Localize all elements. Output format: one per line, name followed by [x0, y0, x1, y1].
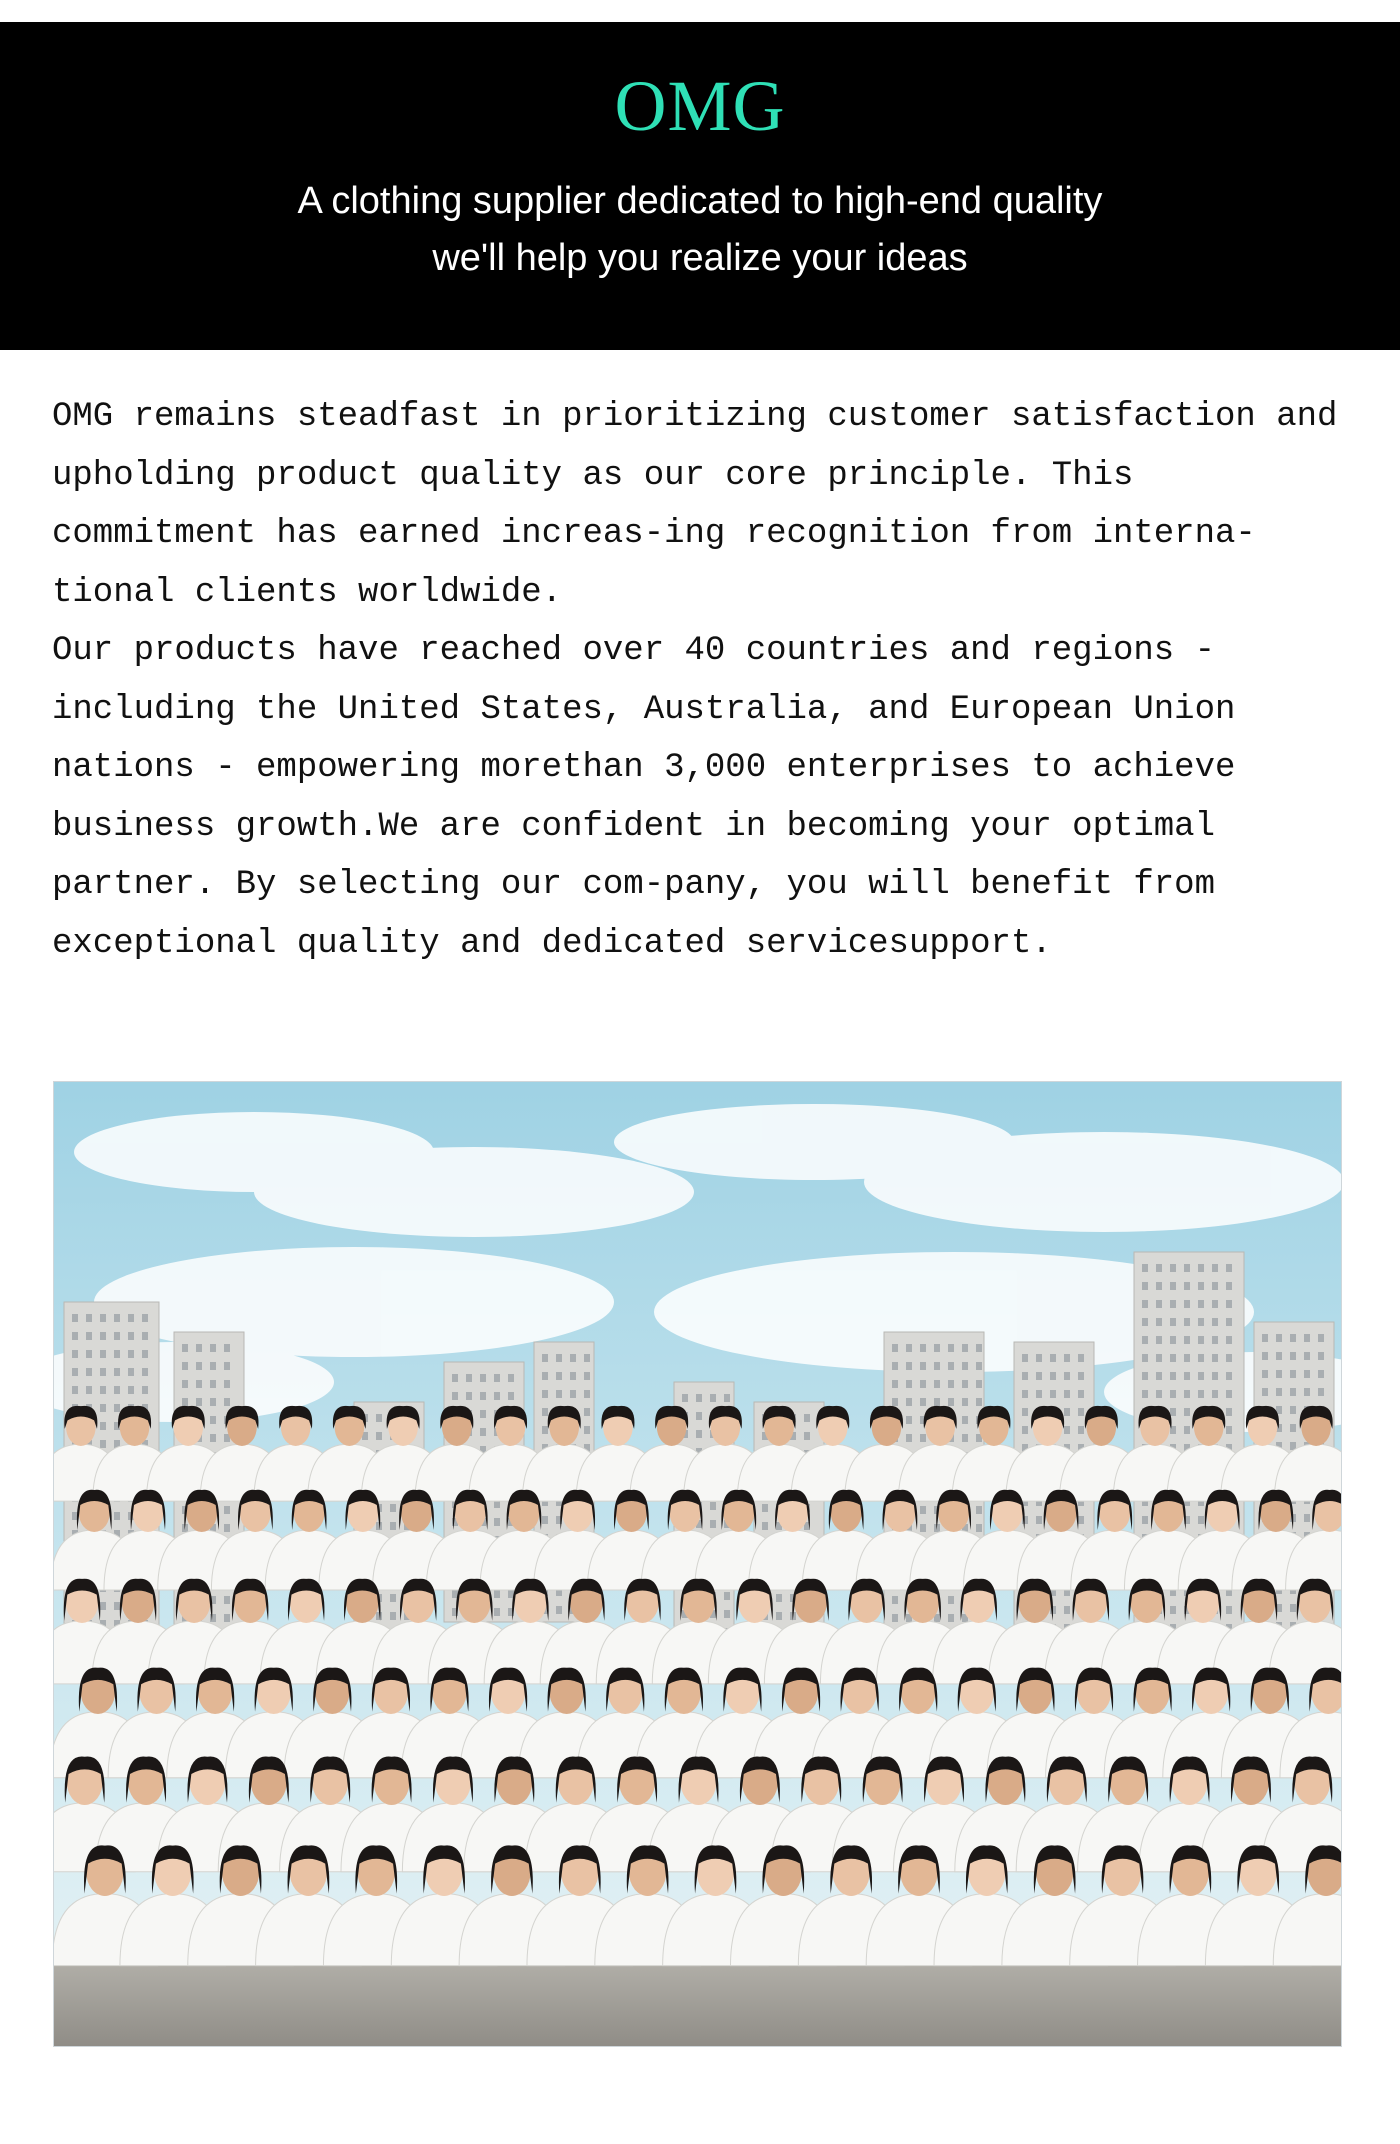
building-window: [1198, 1336, 1204, 1344]
building-window: [100, 1368, 106, 1376]
building-window: [494, 1518, 500, 1526]
building-window: [1276, 1352, 1282, 1360]
building-window: [1156, 1354, 1162, 1362]
building-window: [142, 1332, 148, 1340]
building-window: [906, 1416, 912, 1424]
description-paragraph-1: OMG remains steadfast in prioritizing customer satisfaction and upholding product quality as our core principle. This commitment has earned increas-ing recognition from interna-tional clients worldwide.: [52, 398, 1338, 612]
building-window: [1142, 1264, 1148, 1272]
building-window: [1226, 1354, 1232, 1362]
tagline-line-2: we'll help you realize your ideas: [432, 237, 968, 279]
building-window: [556, 1606, 562, 1614]
building-window: [114, 1602, 120, 1610]
building-window: [128, 1314, 134, 1322]
building-window: [1212, 1390, 1218, 1398]
building-window: [1170, 1264, 1176, 1272]
building-window: [934, 1380, 940, 1388]
building-window: [480, 1428, 486, 1436]
building-window: [494, 1608, 500, 1616]
building-window: [542, 1426, 548, 1434]
building-window: [210, 1380, 216, 1388]
building-window: [1262, 1352, 1268, 1360]
building-window: [376, 1414, 382, 1422]
building-window: [1184, 1318, 1190, 1326]
building-window: [892, 1614, 898, 1622]
building-window: [1304, 1352, 1310, 1360]
building-window: [1290, 1406, 1296, 1414]
building-window: [962, 1362, 968, 1370]
building-window: [1198, 1282, 1204, 1290]
building-window: [452, 1392, 458, 1400]
building-window: [762, 1522, 768, 1530]
building-window: [1022, 1372, 1028, 1380]
building-window: [1078, 1390, 1084, 1398]
building-window: [1184, 1408, 1190, 1416]
building-window: [804, 1432, 810, 1440]
building-window: [776, 1594, 782, 1602]
building-window: [128, 1368, 134, 1376]
building-window: [1198, 1300, 1204, 1308]
building-window: [1170, 1390, 1176, 1398]
building-window: [948, 1596, 954, 1604]
building-window: [1184, 1426, 1190, 1434]
building-window: [1262, 1370, 1268, 1378]
building-window: [892, 1362, 898, 1370]
building-window: [114, 1512, 120, 1520]
building-window: [1184, 1336, 1190, 1344]
building-window: [948, 1380, 954, 1388]
building-window: [142, 1386, 148, 1394]
building-window: [114, 1368, 120, 1376]
building-window: [1050, 1390, 1056, 1398]
building-window: [724, 1610, 730, 1618]
building-window: [1156, 1372, 1162, 1380]
building-window: [906, 1380, 912, 1388]
building-window: [1184, 1372, 1190, 1380]
building-window: [962, 1398, 968, 1406]
building-window: [1318, 1334, 1324, 1342]
building-window: [100, 1440, 106, 1448]
building-window: [114, 1386, 120, 1394]
building-window: [142, 1314, 148, 1322]
building-window: [100, 1332, 106, 1340]
building-window: [1198, 1372, 1204, 1380]
building-window: [696, 1412, 702, 1420]
building-window: [480, 1410, 486, 1418]
building-window: [1022, 1390, 1028, 1398]
building-window: [128, 1332, 134, 1340]
building-window: [962, 1434, 968, 1442]
building-window: [1184, 1264, 1190, 1272]
building-window: [962, 1416, 968, 1424]
building-window: [962, 1344, 968, 1352]
building-window: [142, 1368, 148, 1376]
building-window: [100, 1404, 106, 1412]
team-photo: [53, 1081, 1342, 2047]
building-window: [1156, 1318, 1162, 1326]
building-window: [920, 1362, 926, 1370]
building-window: [804, 1414, 810, 1422]
building-window: [494, 1392, 500, 1400]
building-window: [182, 1362, 188, 1370]
building-window: [710, 1502, 716, 1510]
building-window: [1156, 1336, 1162, 1344]
building-window: [1170, 1372, 1176, 1380]
building-window: [1142, 1516, 1148, 1524]
building-window: [100, 1602, 106, 1610]
building-window: [920, 1506, 926, 1514]
building-window: [196, 1362, 202, 1370]
building-window: [892, 1344, 898, 1352]
building-window: [1290, 1370, 1296, 1378]
building-window: [934, 1398, 940, 1406]
building-window: [1198, 1264, 1204, 1272]
building-window: [1198, 1354, 1204, 1362]
building-window: [210, 1416, 216, 1424]
building-window: [1170, 1318, 1176, 1326]
building-window: [466, 1392, 472, 1400]
building-window: [1050, 1372, 1056, 1380]
building-window: [1142, 1390, 1148, 1398]
building-window: [210, 1614, 216, 1622]
building-window: [1064, 1390, 1070, 1398]
building-window: [1212, 1336, 1218, 1344]
building-window: [390, 1504, 396, 1512]
building-window: [466, 1374, 472, 1382]
building-window: [934, 1362, 940, 1370]
building-window: [570, 1354, 576, 1362]
building-window: [920, 1380, 926, 1388]
building-window: [920, 1398, 926, 1406]
building-window: [224, 1398, 230, 1406]
building-window: [210, 1398, 216, 1406]
building-window: [906, 1398, 912, 1406]
building-window: [948, 1344, 954, 1352]
building-window: [1212, 1372, 1218, 1380]
building-window: [1290, 1334, 1296, 1342]
building-window: [1064, 1426, 1070, 1434]
building-window: [1142, 1372, 1148, 1380]
building-window: [584, 1390, 590, 1398]
building-window: [494, 1590, 500, 1598]
building-window: [1226, 1408, 1232, 1416]
building-window: [508, 1374, 514, 1382]
building-window: [892, 1596, 898, 1604]
building-window: [1078, 1408, 1084, 1416]
building-window: [1212, 1318, 1218, 1326]
company-description: [52, 388, 1352, 973]
building-window: [1262, 1388, 1268, 1396]
building-window: [542, 1390, 548, 1398]
building-window: [1170, 1354, 1176, 1362]
building-window: [196, 1344, 202, 1352]
building-window: [114, 1404, 120, 1412]
building-window: [72, 1350, 78, 1358]
building-window: [1304, 1370, 1310, 1378]
building-window: [1318, 1388, 1324, 1396]
building-window: [376, 1432, 382, 1440]
building-window: [100, 1350, 106, 1358]
building-window: [1156, 1390, 1162, 1398]
building-window: [128, 1386, 134, 1394]
building-window: [906, 1362, 912, 1370]
building-window: [1156, 1282, 1162, 1290]
building-window: [976, 1524, 982, 1532]
building-window: [1078, 1372, 1084, 1380]
building-window: [86, 1350, 92, 1358]
building-window: [390, 1594, 396, 1602]
building-window: [224, 1614, 230, 1622]
building-window: [948, 1614, 954, 1622]
building-window: [682, 1394, 688, 1402]
building-window: [1036, 1390, 1042, 1398]
building-window: [114, 1332, 120, 1340]
building-window: [1170, 1300, 1176, 1308]
building-window: [556, 1354, 562, 1362]
building-window: [1198, 1390, 1204, 1398]
building-window: [1262, 1334, 1268, 1342]
building-window: [542, 1372, 548, 1380]
building-window: [584, 1354, 590, 1362]
building-window: [86, 1386, 92, 1394]
building-window: [584, 1372, 590, 1380]
header-banner: [0, 22, 1400, 350]
building-window: [1304, 1334, 1310, 1342]
building-window: [196, 1380, 202, 1388]
building-window: [892, 1398, 898, 1406]
building-window: [542, 1516, 548, 1524]
building-window: [976, 1398, 982, 1406]
building-window: [1078, 1354, 1084, 1362]
building-window: [480, 1392, 486, 1400]
building-window: [1170, 1408, 1176, 1416]
building-window: [480, 1374, 486, 1382]
building-window: [934, 1344, 940, 1352]
building-window: [1050, 1354, 1056, 1362]
building-window: [1142, 1336, 1148, 1344]
building-window: [762, 1504, 768, 1512]
building-window: [1198, 1516, 1204, 1524]
building-window: [72, 1332, 78, 1340]
building-window: [1226, 1318, 1232, 1326]
building-window: [1226, 1390, 1232, 1398]
building-window: [696, 1430, 702, 1438]
building-window: [1142, 1282, 1148, 1290]
building-window: [1036, 1372, 1042, 1380]
building-window: [1170, 1606, 1176, 1614]
building-window: [196, 1398, 202, 1406]
team-photo-illustration: [54, 1082, 1342, 2047]
building-window: [376, 1612, 382, 1620]
building-window: [948, 1362, 954, 1370]
building-window: [1064, 1408, 1070, 1416]
building-window: [1276, 1334, 1282, 1342]
building-window: [1184, 1282, 1190, 1290]
building-window: [710, 1394, 716, 1402]
building-window: [1318, 1352, 1324, 1360]
building-window: [224, 1506, 230, 1514]
building-window: [1290, 1388, 1296, 1396]
building-window: [976, 1506, 982, 1514]
building-window: [508, 1392, 514, 1400]
building-window: [724, 1394, 730, 1402]
building-window: [1184, 1390, 1190, 1398]
building-window: [1226, 1300, 1232, 1308]
building-window: [906, 1344, 912, 1352]
building-window: [1304, 1514, 1310, 1522]
building-window: [224, 1380, 230, 1388]
building-window: [1064, 1606, 1070, 1614]
building-window: [710, 1520, 716, 1528]
building-window: [776, 1612, 782, 1620]
building-window: [976, 1344, 982, 1352]
building-window: [72, 1368, 78, 1376]
building-window: [962, 1380, 968, 1388]
building-window: [724, 1592, 730, 1600]
building-window: [1022, 1354, 1028, 1362]
building-window: [1212, 1300, 1218, 1308]
building-window: [1212, 1354, 1218, 1362]
description-paragraph-2: Our products have reached over 40 countries and regions - including the United States, Australia, and European Union nations - empowering morethan 3,000 enterprises to achieve business growth.We are confident in becoming your optimal partner. By selecting our com-pany, you will benefit from exceptional quality and dedicated servicesupport.: [52, 632, 1236, 963]
building-window: [100, 1422, 106, 1430]
tagline-line-1: A clothing supplier dedicated to high-end quality: [297, 180, 1103, 222]
building-window: [1226, 1372, 1232, 1380]
building-window: [1036, 1354, 1042, 1362]
building-window: [182, 1380, 188, 1388]
building-window: [1212, 1264, 1218, 1272]
building-window: [1184, 1354, 1190, 1362]
building-window: [1142, 1300, 1148, 1308]
building-window: [1198, 1318, 1204, 1326]
building-window: [696, 1394, 702, 1402]
building-window: [920, 1434, 926, 1442]
building-window: [224, 1344, 230, 1352]
building-window: [390, 1612, 396, 1620]
building-window: [584, 1426, 590, 1434]
building-window: [86, 1314, 92, 1322]
building-window: [1022, 1408, 1028, 1416]
building-window: [224, 1524, 230, 1532]
building-window: [128, 1350, 134, 1358]
building-window: [142, 1350, 148, 1358]
building-window: [542, 1408, 548, 1416]
building-window: [570, 1372, 576, 1380]
building-window: [976, 1380, 982, 1388]
building-window: [1022, 1426, 1028, 1434]
building-window: [1156, 1264, 1162, 1272]
building-window: [390, 1522, 396, 1530]
building-window: [114, 1350, 120, 1358]
building-window: [976, 1362, 982, 1370]
building-window: [1078, 1426, 1084, 1434]
building-window: [114, 1314, 120, 1322]
building-window: [1036, 1516, 1042, 1524]
building-window: [1064, 1372, 1070, 1380]
building-window: [1226, 1606, 1232, 1614]
building-window: [182, 1344, 188, 1352]
building-window: [1212, 1282, 1218, 1290]
building-window: [1078, 1516, 1084, 1524]
building-window: [210, 1344, 216, 1352]
building-window: [494, 1374, 500, 1382]
building-window: [1276, 1388, 1282, 1396]
building-window: [1304, 1388, 1310, 1396]
building-window: [210, 1434, 216, 1442]
building-window: [542, 1354, 548, 1362]
building-window: [556, 1372, 562, 1380]
building-window: [1142, 1318, 1148, 1326]
building-window: [1170, 1336, 1176, 1344]
building-window: [906, 1434, 912, 1442]
building-window: [1290, 1424, 1296, 1432]
building-window: [892, 1380, 898, 1388]
building-window: [86, 1368, 92, 1376]
building-window: [1226, 1282, 1232, 1290]
building-window: [584, 1408, 590, 1416]
building-window: [1318, 1370, 1324, 1378]
building-window: [210, 1362, 216, 1370]
building-window: [224, 1362, 230, 1370]
building-window: [182, 1398, 188, 1406]
building-window: [224, 1596, 230, 1604]
building-window: [570, 1390, 576, 1398]
brand-title: OMG: [614, 66, 786, 146]
building-window: [920, 1524, 926, 1532]
building-window: [1184, 1300, 1190, 1308]
building-window: [100, 1386, 106, 1394]
building-window: [1226, 1426, 1232, 1434]
building-window: [556, 1390, 562, 1398]
building-window: [1290, 1604, 1296, 1612]
building-window: [1276, 1370, 1282, 1378]
building-window: [1142, 1354, 1148, 1362]
building-window: [72, 1386, 78, 1394]
building-window: [1064, 1354, 1070, 1362]
building-window: [1226, 1336, 1232, 1344]
building-window: [1226, 1264, 1232, 1272]
building-window: [920, 1344, 926, 1352]
building-window: [376, 1522, 382, 1530]
building-window: [452, 1374, 458, 1382]
building-window: [1170, 1282, 1176, 1290]
building-window: [100, 1314, 106, 1322]
building-window: [948, 1398, 954, 1406]
building-window: [1156, 1300, 1162, 1308]
building-window: [72, 1314, 78, 1322]
building-window: [1290, 1352, 1296, 1360]
building-window: [86, 1332, 92, 1340]
